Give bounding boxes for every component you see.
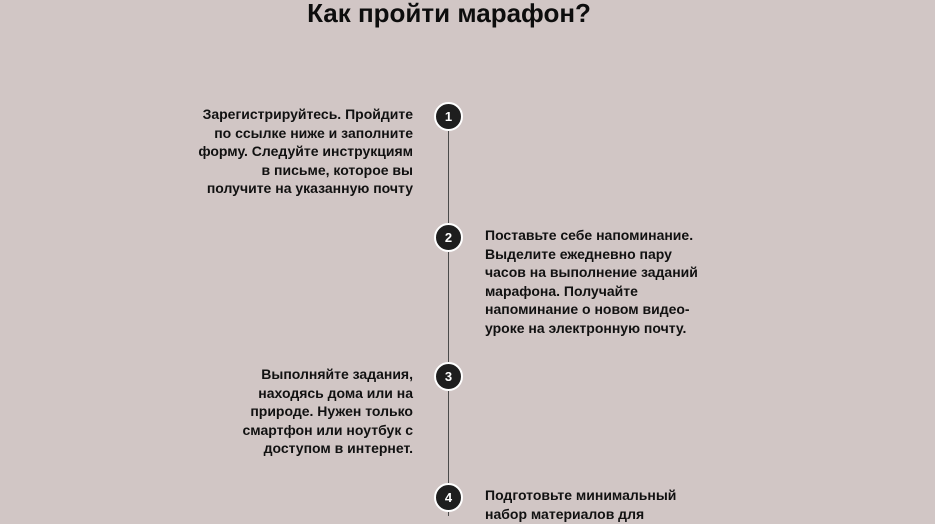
step-1-marker: 1 [434, 102, 463, 131]
step-2-line: Поставьте себе напоминание. [485, 227, 694, 243]
step-3-line: Выполняйте задания, [261, 366, 413, 382]
step-2-text [485, 226, 698, 337]
step-4-line: Подготовьте минимальный [485, 487, 677, 503]
step-1-line: получите на указанную почту [206, 180, 413, 196]
step-1-line: форму. Следуйте инструкциям [198, 143, 413, 159]
step-3-line: доступом в интернет. [263, 440, 413, 456]
step-1-line: Зарегистрируйтесь. Пройдите [202, 106, 413, 122]
step-3-marker: 3 [434, 362, 463, 391]
step-2-line: марафона. Получайте [485, 282, 638, 299]
step-1-line: по ссылке ниже и заполните [214, 124, 413, 141]
step-2-line: Выделите ежедневно пару [485, 245, 672, 262]
step-3-line: находясь дома или на [258, 384, 413, 401]
step-4-text [485, 486, 676, 523]
step-2-line: уроке на электронную почту. [485, 319, 687, 336]
step-4-marker: 4 [434, 483, 463, 512]
step-3-line: природе. Нужен только [250, 403, 413, 419]
step-1-line: в письме, которое вы [261, 161, 413, 178]
step-2-line: напоминание о новом видео- [485, 301, 690, 317]
step-3-line: смартфон или ноутбук с [242, 421, 413, 438]
step-3-text [243, 365, 414, 458]
step-2-marker: 2 [434, 223, 463, 252]
step-1-text [198, 105, 413, 198]
step-2-line: часов на выполнение заданий [485, 264, 698, 280]
timeline-line [448, 116, 449, 516]
page-title: Как пройти марафон? [307, 0, 591, 28]
step-4-line: набор материалов для [485, 505, 645, 522]
